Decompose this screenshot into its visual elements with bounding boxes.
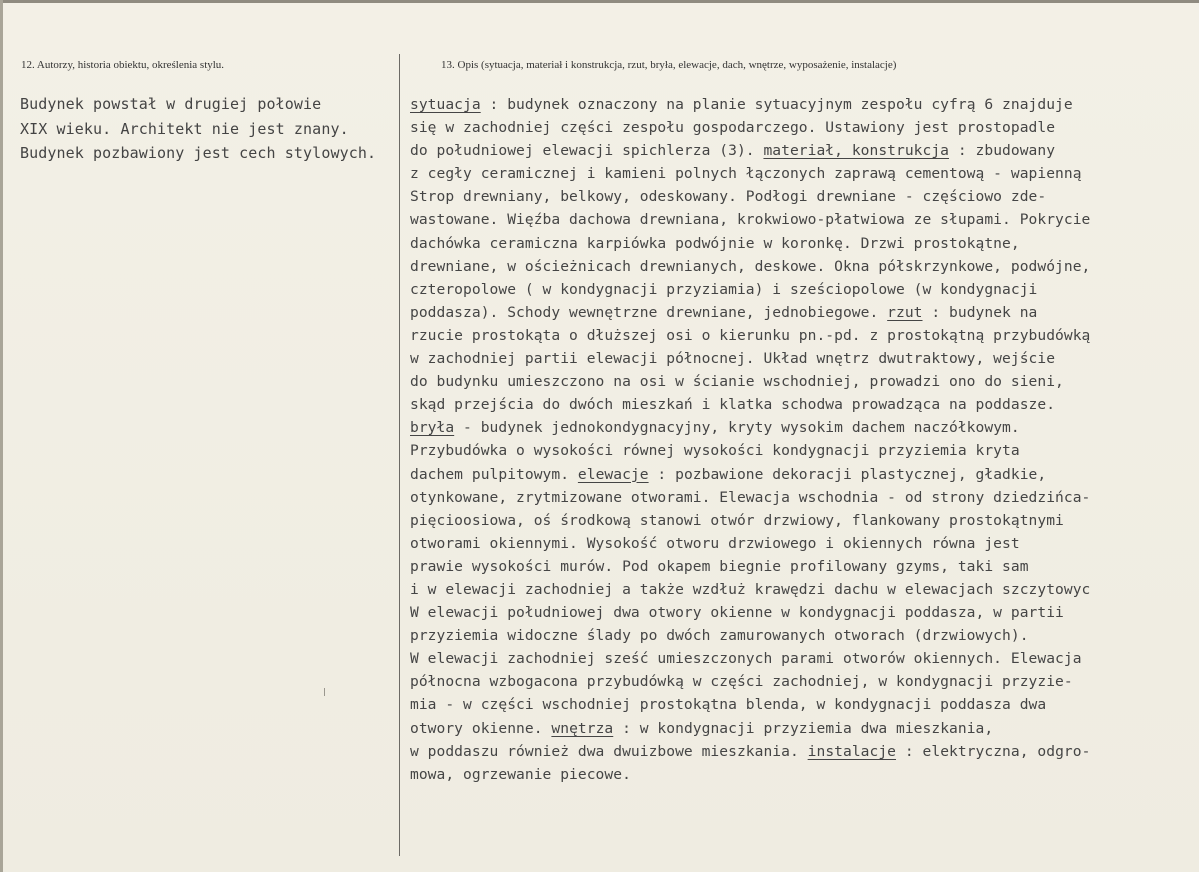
page-top-edge bbox=[0, 0, 1199, 3]
text-line: się w zachodniej części zespołu gospodarczego. Ustawiony jest prostopadle bbox=[410, 119, 1056, 137]
text-line: północna wzbogacona przybudówką w części zachodniej, w kondygnacji przyzie- bbox=[410, 673, 1073, 691]
text-line: do południowej elewacji spichlerza (3). materiał, konstrukcja : zbudowany bbox=[410, 142, 1056, 160]
description-text bbox=[410, 93, 1199, 786]
section-12-header: 12. Autorzy, historia obiektu, określenia stylu. bbox=[21, 59, 225, 71]
section-13-header: 13. Opis (sytuacja, materiał i konstrukcja, rzut, bryła, elewacje, dach, wnętrze, wyposażenie, instalacje) bbox=[441, 59, 897, 71]
text-line: Budynek pozbawiony jest cech stylowych. bbox=[20, 144, 377, 162]
text-line: otynkowane, zrytmizowane otworami. Elewacja wschodnia - od strony dziedzińca- bbox=[410, 488, 1091, 506]
column-divider bbox=[399, 54, 400, 856]
term-bryla: bryła bbox=[410, 419, 455, 437]
term-material-konstrukcja: materiał, konstrukcja bbox=[763, 142, 950, 160]
page-left-edge bbox=[0, 0, 3, 872]
text-line: w poddaszu również dwa dwuizbowe mieszkania. instalacje : elektryczna, odgro- bbox=[410, 742, 1091, 760]
text-line: pięcioosiowa, oś środkową stanowi otwór drzwiowy, flankowany prostokątnymi bbox=[410, 511, 1064, 529]
text-line: W elewacji zachodniej sześć umieszczonych parami otworów okiennych. Elewacja bbox=[410, 650, 1082, 668]
term-rzut: rzut bbox=[887, 303, 923, 321]
text-line: poddasza). Schody wewnętrzne drewniane, jednobiegowe. rzut : budynek na bbox=[410, 303, 1038, 321]
text-line: w zachodniej partii elewacji północnej. Układ wnętrz dwutraktowy, wejście bbox=[410, 350, 1056, 368]
text-line: Budynek powstał w drugiej połowie bbox=[20, 95, 322, 113]
text-line: czteropolowe ( w kondygnacji przyziamia) i sześciopolowe (w kondygnacji bbox=[410, 280, 1038, 298]
text-line: otwory okienne. wnętrza : w kondygnacji przyziemia dwa mieszkania, bbox=[410, 719, 994, 737]
text-line: wastowane. Więźba dachowa drewniana, krokwiowo-płatwiowa ze słupami. Pokrycie bbox=[410, 211, 1091, 229]
text-line: mia - w części wschodniej prostokątna blenda, w kondygnacji poddasza dwa bbox=[410, 696, 1047, 714]
text-line: i w elewacji zachodniej a także wzdłuż krawędzi dachu w elewacjach szczytowyc bbox=[410, 580, 1091, 598]
term-wnetrza: wnętrza bbox=[551, 719, 614, 737]
text-line: bryła - budynek jednokondygnacyjny, kryty wysokim dachem naczółkowym. bbox=[410, 419, 1020, 437]
term-sytuacja: sytuacja bbox=[410, 96, 481, 113]
text-line: drewniane, w ościeżnicach drewnianych, deskowe. Okna półskrzynkowe, podwójne, bbox=[410, 257, 1091, 275]
text-line: rzucie prostokąta o dłuższej osi o kierunku pn.-pd. z prostokątną przybudówką bbox=[410, 326, 1091, 344]
text-line: skąd przejścia do dwóch mieszkań i klatka schodwa prowadząca na poddasze. bbox=[410, 396, 1056, 414]
text-line: dachówka ceramiczna karpiówka podwójnie w koronkę. Drzwi prostokątne, bbox=[410, 234, 1020, 252]
text-line: do budynku umieszczono na osi w ścianie wschodniej, prowadzi ono do sieni, bbox=[410, 373, 1064, 391]
text-line: Strop drewniany, belkowy, odeskowany. Podłogi drewniane - częściowo zde- bbox=[410, 188, 1047, 206]
pencil-mark bbox=[324, 688, 325, 696]
text-line: Przybudówka o wysokości równej wysokości kondygnacji przyziemia kryta bbox=[410, 442, 1020, 460]
authors-history-text bbox=[20, 92, 376, 166]
text-line: mowa, ogrzewanie piecowe. bbox=[410, 765, 631, 783]
term-elewacje: elewacje bbox=[577, 465, 649, 483]
term-instalacje: instalacje bbox=[807, 742, 897, 760]
text-line: z cegły ceramicznej i kamieni polnych łączonych zaprawą cementową - wapienną bbox=[410, 165, 1082, 183]
text-line: otworami okiennymi. Wysokość otworu drzwiowego i okiennych równa jest bbox=[410, 534, 1020, 552]
text-line: przyziemia widoczne ślady po dwóch zamurowanych otworach (drzwiowych). bbox=[410, 627, 1029, 645]
text-line: dachem pulpitowym. elewacje : pozbawione dekoracji plastycznej, gładkie, bbox=[410, 465, 1047, 483]
text-line: XIX wieku. Architekt nie jest znany. bbox=[20, 119, 349, 138]
text-line: prawie wysokości murów. Pod okapem biegnie profilowany gzyms, taki sam bbox=[410, 557, 1029, 575]
text-line: sytuacja : budynek oznaczony na planie sytuacyjnym zespołu cyfrą 6 znajduje bbox=[410, 96, 1073, 113]
text-line: W elewacji południowej dwa otwory okienne w kondygnacji poddasza, w partii bbox=[410, 604, 1064, 622]
